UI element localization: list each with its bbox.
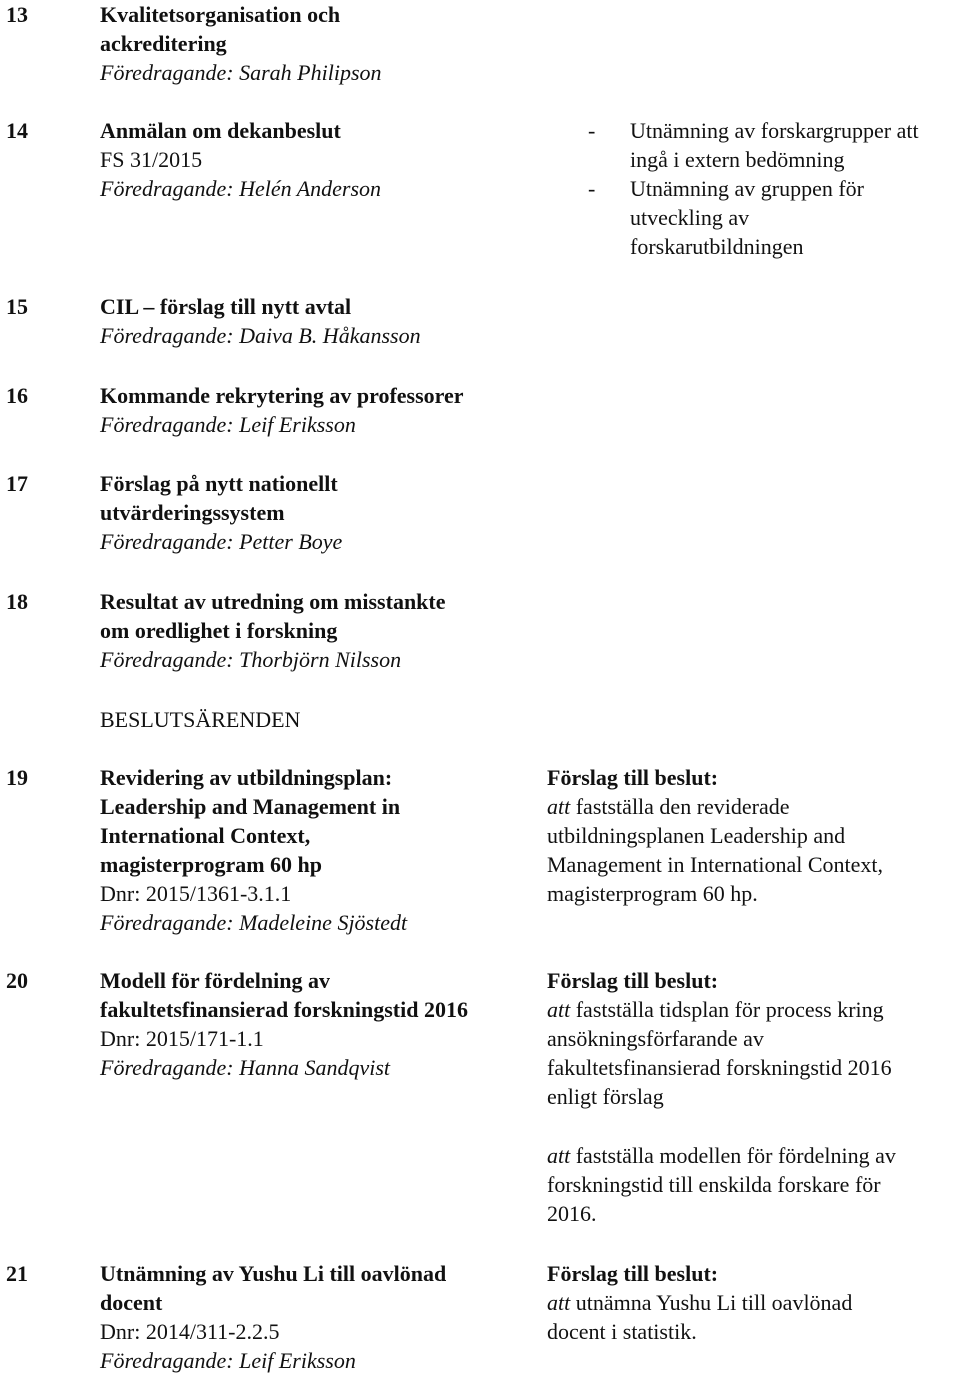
proposal-line: docent i statistik. [547, 1319, 697, 1344]
item-20 [100, 966, 530, 1082]
item-presenter: Föredragande: Helén Anderson [100, 176, 382, 201]
item-19-number: 19 [6, 765, 28, 790]
proposal-line: forskningstid till enskilda forskare för [547, 1172, 881, 1197]
note-line: utveckling av [630, 205, 750, 230]
item-14-notes [588, 116, 958, 261]
proposal-heading: Förslag till beslut: [547, 1261, 719, 1286]
proposal-line: Management in International Context, [547, 852, 884, 877]
item-title: Förslag på nytt nationellt [100, 471, 338, 496]
item-20-proposal [547, 966, 957, 1111]
att-word: att [547, 997, 571, 1022]
item-title: Revidering av utbildningsplan: [100, 765, 393, 790]
item-14-number: 14 [6, 118, 28, 143]
item-reference: Dnr: 2015/171-1.1 [100, 1026, 264, 1051]
item-title: Utnämning av Yushu Li till oavlönad [100, 1261, 447, 1286]
item-16-number: 16 [6, 383, 28, 408]
item-title: Kvalitetsorganisation och [100, 2, 341, 27]
proposal-text: fastställa tidsplan för process kring [570, 997, 884, 1022]
note-line: forskarutbildningen [630, 234, 804, 259]
item-21-proposal [547, 1259, 957, 1346]
item-title: Kommande rekrytering av professorer [100, 383, 464, 408]
proposal-line [547, 995, 957, 1024]
proposal-heading: Förslag till beslut: [547, 765, 719, 790]
item-17 [100, 469, 530, 556]
item-18 [100, 587, 530, 674]
proposal-line: enligt förslag [547, 1084, 664, 1109]
item-title: ackreditering [100, 31, 227, 56]
item-presenter: Föredragande: Leif Eriksson [100, 412, 356, 437]
item-18-number: 18 [6, 589, 28, 614]
item-title: om oredlighet i forskning [100, 618, 338, 643]
att-word: att [547, 794, 571, 819]
item-title: Anmälan om dekanbeslut [100, 118, 341, 143]
item-presenter: Föredragande: Madeleine Sjöstedt [100, 910, 408, 935]
proposal-line [547, 1288, 957, 1317]
proposal-heading: Förslag till beslut: [547, 968, 719, 993]
item-13-number: 13 [6, 2, 28, 27]
att-word: att [547, 1290, 571, 1315]
proposal-text: fastställa modellen för fördelning av [570, 1143, 896, 1168]
item-title: CIL – förslag till nytt avtal [100, 294, 352, 319]
item-15-number: 15 [6, 294, 28, 319]
item-title: International Context, [100, 823, 311, 848]
dash-bullet: - [588, 118, 596, 143]
item-presenter: Föredragande: Petter Boye [100, 529, 343, 554]
item-14 [100, 116, 530, 203]
proposal-line: ansökningsförfarande av [547, 1026, 764, 1051]
note-item [588, 174, 958, 261]
item-title: Leadership and Management in [100, 794, 401, 819]
item-20-proposal-2 [547, 1141, 957, 1228]
proposal-text: utnämna Yushu Li till oavlönad [570, 1290, 853, 1315]
proposal-text: fastställa den reviderade [570, 794, 790, 819]
item-title: utvärderingssystem [100, 500, 285, 525]
section-heading: BESLUTSÄRENDEN [100, 707, 301, 732]
item-19 [100, 763, 530, 937]
item-15 [100, 292, 530, 350]
note-line: ingå i extern bedömning [630, 147, 845, 172]
item-presenter: Föredragande: Daiva B. Håkansson [100, 323, 421, 348]
item-presenter: Föredragande: Leif Eriksson [100, 1348, 356, 1373]
note-line: Utnämning av gruppen för [630, 176, 864, 201]
proposal-line: magisterprogram 60 hp. [547, 881, 758, 906]
item-reference: Dnr: 2014/311-2.2.5 [100, 1319, 280, 1344]
item-17-number: 17 [6, 471, 28, 496]
dash-bullet: - [588, 176, 596, 201]
proposal-line: fakultetsfinansierad forskningstid 2016 [547, 1055, 892, 1080]
item-title: fakultetsfinansierad forskningstid 2016 [100, 997, 468, 1022]
note-item [588, 116, 958, 174]
item-title: docent [100, 1290, 163, 1315]
note-line: Utnämning av forskargrupper att [630, 118, 919, 143]
item-16 [100, 381, 560, 439]
proposal-line: 2016. [547, 1201, 597, 1226]
item-title: Modell för fördelning av [100, 968, 330, 993]
item-presenter: Föredragande: Hanna Sandqvist [100, 1055, 391, 1080]
item-reference: FS 31/2015 [100, 147, 203, 172]
proposal-line [547, 1141, 957, 1170]
item-21 [100, 1259, 530, 1375]
item-title: magisterprogram 60 hp [100, 852, 323, 877]
att-word: att [547, 1143, 571, 1168]
item-20-number: 20 [6, 968, 28, 993]
item-19-proposal [547, 763, 957, 908]
proposal-line: utbildningsplanen Leadership and [547, 823, 846, 848]
item-title: Resultat av utredning om misstankte [100, 589, 446, 614]
item-presenter: Föredragande: Thorbjörn Nilsson [100, 647, 402, 672]
item-21-number: 21 [6, 1261, 28, 1286]
proposal-line [547, 792, 957, 821]
item-presenter: Föredragande: Sarah Philipson [100, 60, 382, 85]
item-13 [100, 0, 530, 87]
item-reference: Dnr: 2015/1361-3.1.1 [100, 881, 292, 906]
